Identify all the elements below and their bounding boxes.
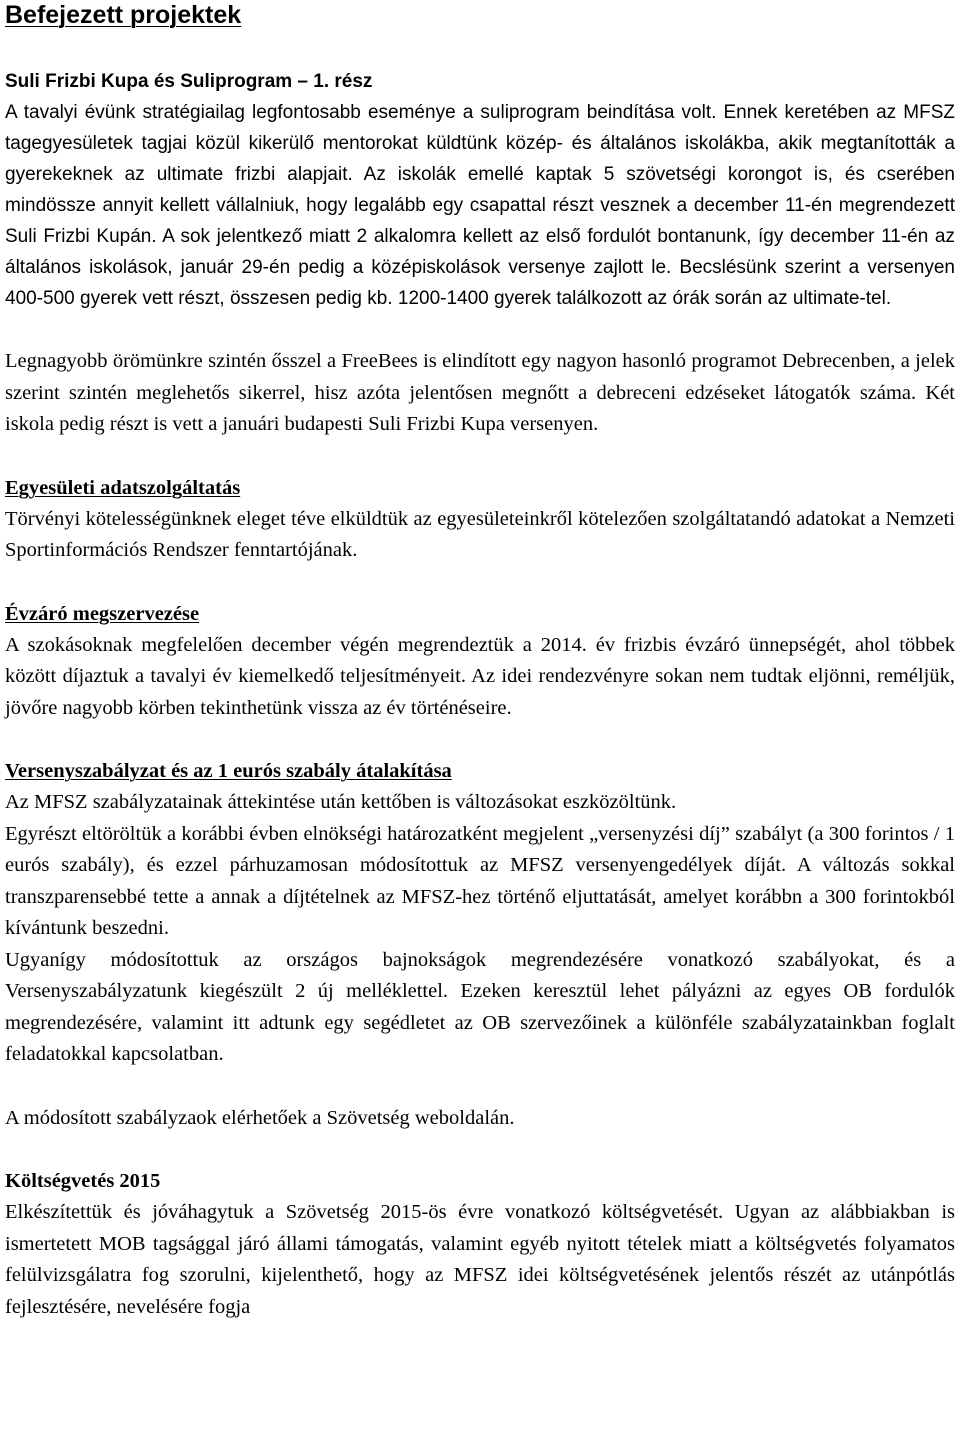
koltseg-paragraph-1: Elkészítettük és jóváhagytuk a Szövetség 2015-ös évre vonatkozó költségvetését. Ugyan az alábbiakban is ismertetett MOB tagsággal járó állami támogatás, valamint egyéb nyitott tételek miatt a költségvetés folyamatos felülvizsgálatra fog szorulni, kijelenthető, hogy az MFSZ idei költségvetésének jelentős részét az utánpótlás fejlesztésére, nevelésére fogja	[5, 1201, 955, 1318]
verseny-paragraph-4: A módosított szabályzaok elérhetőek a Szövetség weboldalán.	[5, 1106, 515, 1129]
verseny-paragraph-2: Egyrészt eltöröltük a korábbi évben elnökségi határozatként megjelent „versenyzési díj” szabályt (a 300 forintos / 1 eurós szabály), és ezzel párhuzamosan módosítottuk az MFSZ versenyengedélyek díját. A változás sokkal transzparensebbé tette a annak a díjtételnek az MFSZ-hez történő eljuttatását, amelyet korábbn a 300 forintokból kívántunk beszedni.	[5, 822, 955, 939]
document-page	[5, 0, 955, 1323]
suli-paragraph-1: A tavalyi évünk stratégiailag legfontosabb eseménye a suliprogram beindítása volt. Ennek keretében az MFSZ tagegyesületek tagjai közül kikerülő mentorokat küldtünk közép- és általános iskolákba, akik megtanították a gyerekeknek az ultimate frizbi alapjait. Az iskolák emellé kaptak 5 szövetségi korongot is, és cserében mindössze annyit kellett vállalniuk, hogy legalább egy csapattal részt vesznek a december 11-én megrendezett Suli Frizbi Kupán. A sok jelentkező miatt 2 alkalomra kellett az első fordulót bontanunk, így december 11-én az általános iskolások, január 29-én pedig a középiskolások versenye zajlott le. Becslésünk szerint a versenyen 400-500 gyerek vett részt, összesen pedig kb. 1200-1400 gyerek találkozott az órák során az ultimate-tel.	[5, 102, 955, 309]
verseny-paragraph-3: Ugyanígy módosítottuk az országos bajnokságok megrendezésére vonatkozó szabályokat, és a Versenyszabályzatunk kiegészült 2 új melléklettel. Ezeken keresztül lehet pályázni az egyes OB fordulók megrendezésére, valamint itt adtunk egy segédletet az OB szervezőinek a különféle szabályzatainkban foglalt feladatokkal kapcsolatban.	[5, 948, 955, 1065]
suli-paragraph-2: Legnagyobb örömünkre szintén ősszel a FreeBees is elindított egy nagyon hasonló programot Debrecenben, a jelek szerint szintén meglehetős sikerrel, hisz azóta jelentősen megnőtt a debreceni edzéseket látogatók száma. Két iskola pedig részt is vett a januári budapesti Suli Frizbi Kupa versenyen.	[5, 350, 955, 435]
section-title-adat: Egyesületi adatszolgáltatás	[5, 476, 241, 499]
adat-paragraph-1: Törvényi kötelességünknek eleget téve elküldtük az egyesületeinkről kötelezően szolgáltatandó adatokat a Nemzeti Sportinformációs Rendszer fenntartójának.	[5, 507, 955, 561]
section-title-koltseg: Költségvetés 2015	[5, 1170, 161, 1192]
evzaro-paragraph-1: A szokásoknak megfelelően december végén megrendeztük a 2014. év frizbis évzáró ünnepségét, ahol többek között díjaztuk a tavalyi év kiemelkedő teljesítményeit. Az idei rendezvényre sokan nem tudtak eljönni, reméljük, jövőre nagyobb körben tekinthetünk vissza az év történéseire.	[5, 633, 955, 719]
page-heading: Befejezett projektek	[5, 1, 242, 29]
section-title-suli: Suli Frizbi Kupa és Suliprogram – 1. rész	[5, 71, 373, 92]
section-title-evzaro: Évzáró megszervezése	[5, 602, 200, 625]
section-title-verseny: Versenyszabályzat és az 1 eurós szabály átalakítása	[5, 760, 452, 782]
verseny-paragraph-1: Az MFSZ szabályzatainak áttekintése után kettőben is változásokat eszközöltünk.	[5, 791, 677, 813]
